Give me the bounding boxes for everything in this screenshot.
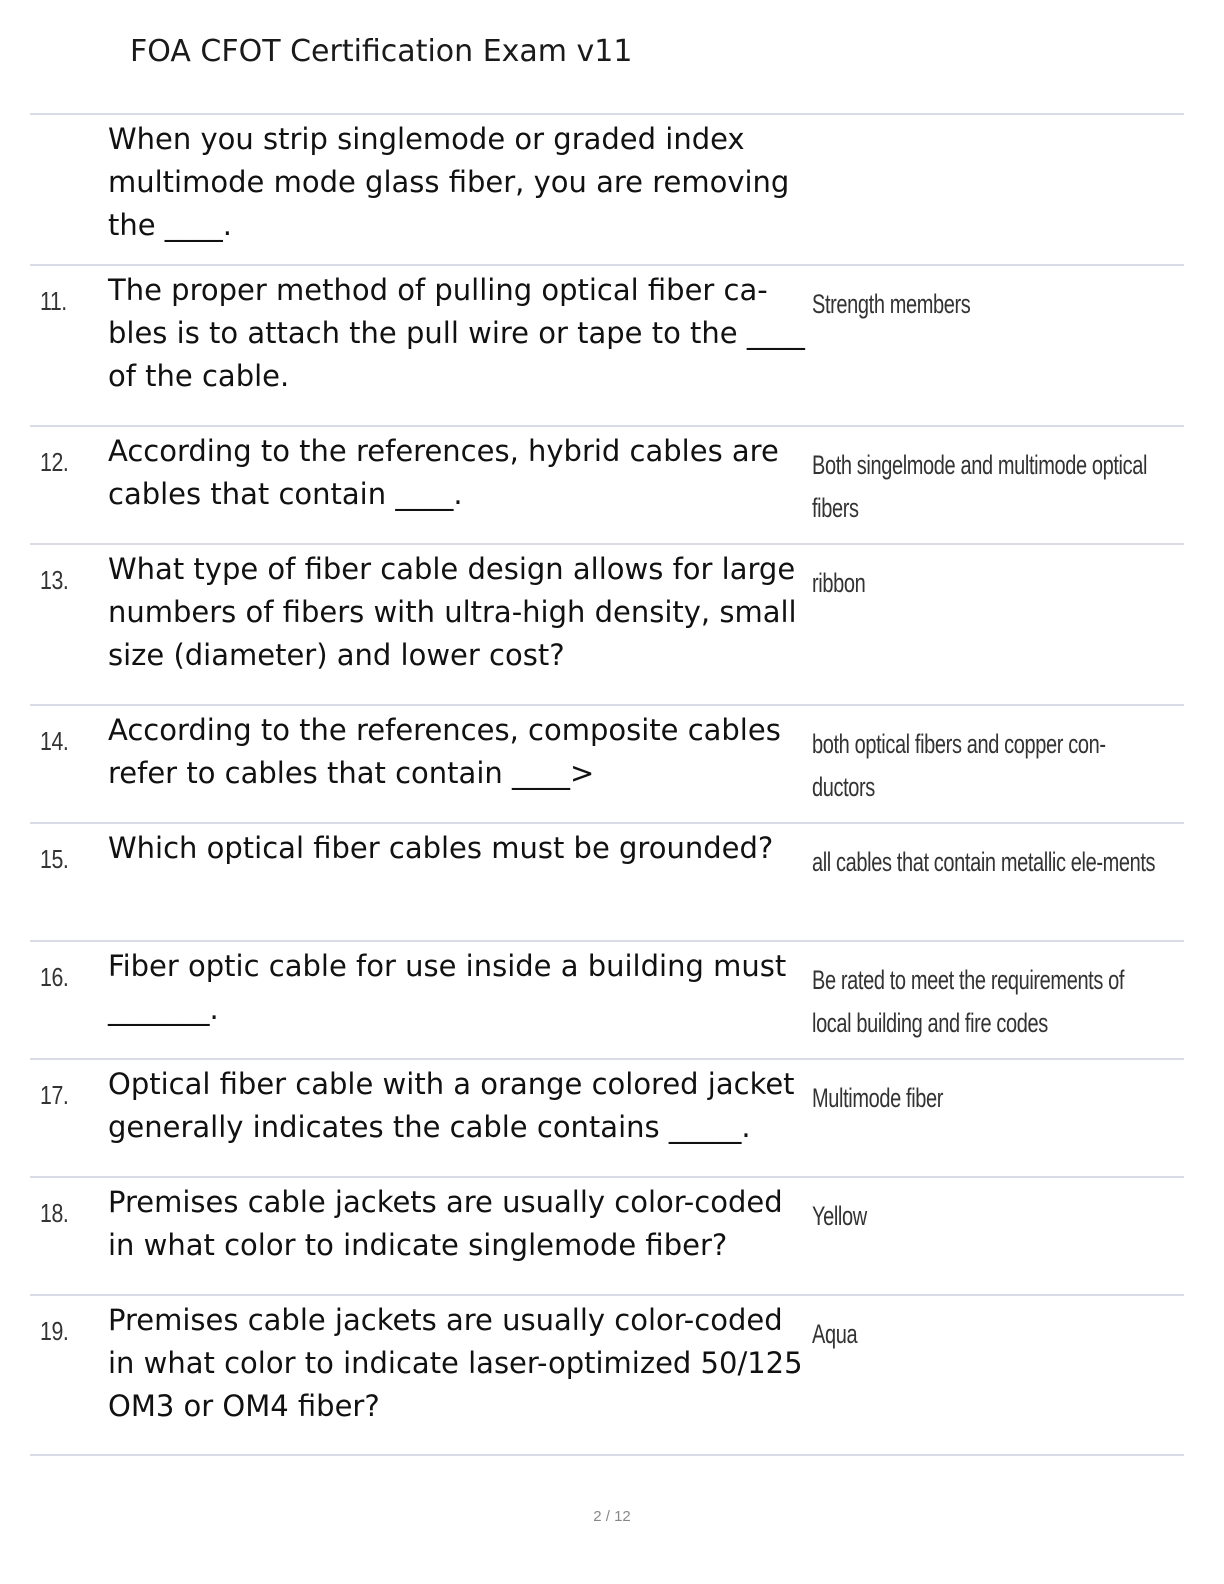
table-row	[30, 1294, 1184, 1456]
question-number: 19.	[40, 1316, 69, 1346]
question-text: According to the references, hybrid cables are cables that contain ____.	[108, 434, 779, 511]
table-row	[30, 113, 1184, 264]
question-answer-table	[30, 113, 1184, 1456]
table-row	[30, 822, 1184, 940]
question-text: When you strip singlemode or graded index multimode mode glass fiber, you are removing the ____.	[108, 122, 790, 242]
table-row	[30, 940, 1184, 1058]
question-text: What type of fiber cable design allows for large numbers of fibers with ultra-high density, small size (diameter) and lower cost?	[108, 552, 797, 672]
question-number: 12.	[40, 447, 69, 477]
question-number: 15.	[40, 844, 69, 874]
table-row	[30, 1058, 1184, 1176]
answer-text: Both singelmode and multimode optical fibers	[812, 450, 1148, 523]
answer-text: Strength members	[812, 289, 971, 319]
answer-text: ribbon	[812, 568, 866, 598]
question-number: 13.	[40, 565, 69, 595]
question-number: 18.	[40, 1198, 69, 1228]
question-text: Optical fiber cable with a orange colored jacket generally indicates the cable contains _____.	[108, 1067, 795, 1144]
answer-text: Multimode fiber	[812, 1083, 944, 1113]
answer-text: Aqua	[812, 1319, 858, 1349]
page-number: 2 / 12	[593, 1508, 631, 1525]
table-row	[30, 264, 1184, 425]
answer-text: both optical fibers and copper con-ductors	[812, 729, 1106, 802]
question-text: Premises cable jackets are usually color-coded in what color to indicate singlemode fiber?	[108, 1185, 783, 1262]
question-text: Fiber optic cable for use inside a building must _______.	[108, 949, 787, 1026]
answer-text: all cables that contain metallic ele-ments	[812, 847, 1156, 877]
question-text: According to the references, composite cables refer to cables that contain ____>	[108, 713, 781, 790]
table-row	[30, 543, 1184, 704]
answer-text: Yellow	[812, 1201, 867, 1231]
document-title: FOA CFOT Certification Exam v11	[130, 34, 633, 69]
table-row	[30, 1176, 1184, 1294]
question-number: 11.	[40, 286, 67, 316]
table-row	[30, 425, 1184, 543]
answer-text: Be rated to meet the requirements of local building and fire codes	[812, 965, 1125, 1038]
question-text: Premises cable jackets are usually color-coded in what color to indicate laser-optimized 50/125 OM3 or OM4 fiber?	[108, 1303, 803, 1423]
table-row	[30, 704, 1184, 822]
question-number: 16.	[40, 962, 69, 992]
question-number: 14.	[40, 726, 69, 756]
question-number: 17.	[40, 1080, 69, 1110]
question-text: The proper method of pulling optical fiber ca-bles is to attach the pull wire or tape to the ____ of the cable.	[108, 273, 805, 393]
question-text: Which optical fiber cables must be grounded?	[108, 831, 774, 865]
